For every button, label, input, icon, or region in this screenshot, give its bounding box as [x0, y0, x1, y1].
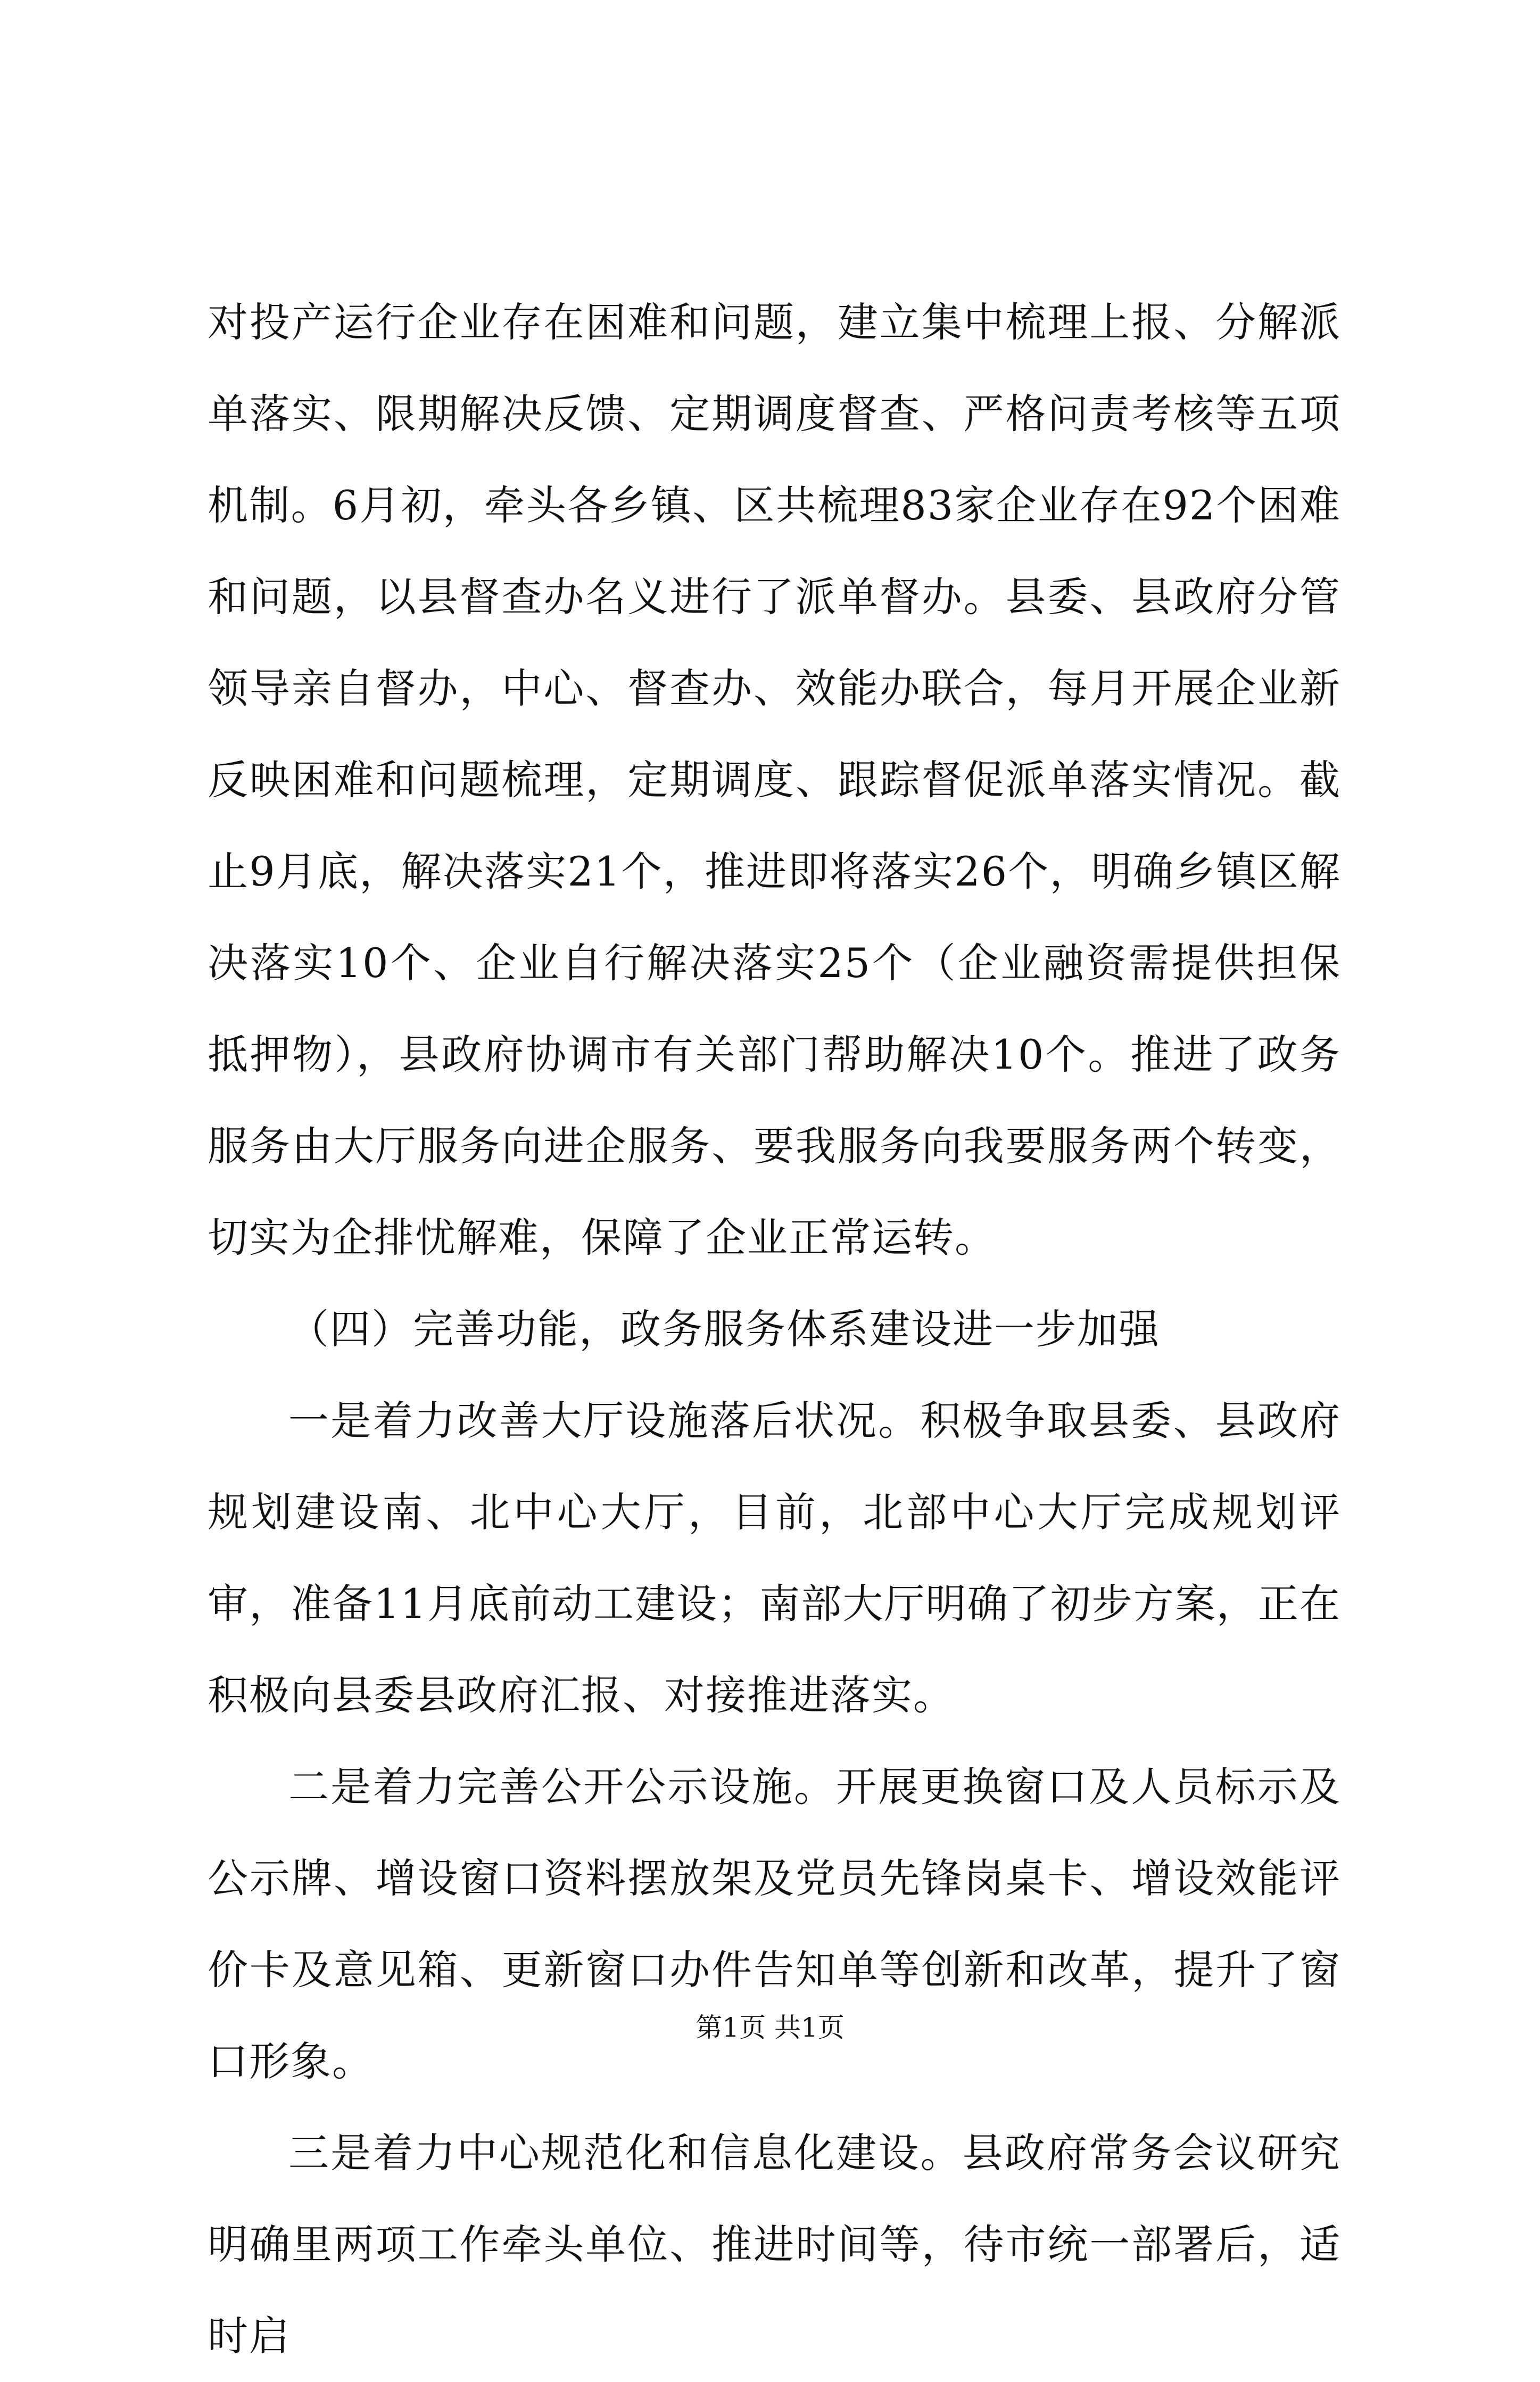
paragraph-item-1: 一是着力改善大厅设施落后状况。积极争取县委、县政府规划建设南、北中心大厅，目前，北部中心大厅完成规划评审，准备11月底前动工建设；南部大厅明确了初步方案，正在积极向县委县政府汇报、对接推进落实。 [208, 1397, 1341, 1719]
paragraph-item-3: 三是着力中心规范化和信息化建设。县政府常务会议研究明确里两项工作牵头单位、推进时间等，待市统一部署后，适时启 [208, 2129, 1341, 2360]
document-body [208, 277, 1341, 2382]
page-number-footer: 第1页 共1页 [696, 2012, 844, 2043]
paragraph-continued: 对投产运行企业存在困难和问题，建立集中梳理上报、分解派单落实、限期解决反馈、定期调度督查、严格问责考核等五项机制。6月初，牵头各乡镇、区共梳理83家企业存在92个困难和问题，以县督查办名义进行了派单督办。县委、县政府分管领导亲自督办，中心、督查办、效能办联合，每月开展企业新反映困难和问题梳理，定期调度、跟踪督促派单落实情况。截止9月底，解决落实21个，推进即将落实26个，明确乡镇区解决落实10个、企业自行解决落实25个（企业融资需提供担保抵押物），县政府协调市有关部门帮助解决10个。推进了政务服务由大厅服务向进企服务、要我服务向我要服务两个转变，切实为企排忧解难，保障了企业正常运转。 [208, 299, 1341, 1261]
paragraph-item-2: 二是着力完善公开公示设施。开展更换窗口及人员标示及公示牌、增设窗口资料摆放架及党员先锋岗桌卡、增设效能评价卡及意见箱、更新窗口办件告知单等创新和改革，提升了窗口形象。 [208, 1763, 1341, 2085]
section-heading: （四）完善功能，政务服务体系建设进一步加强 [288, 1305, 1160, 1353]
